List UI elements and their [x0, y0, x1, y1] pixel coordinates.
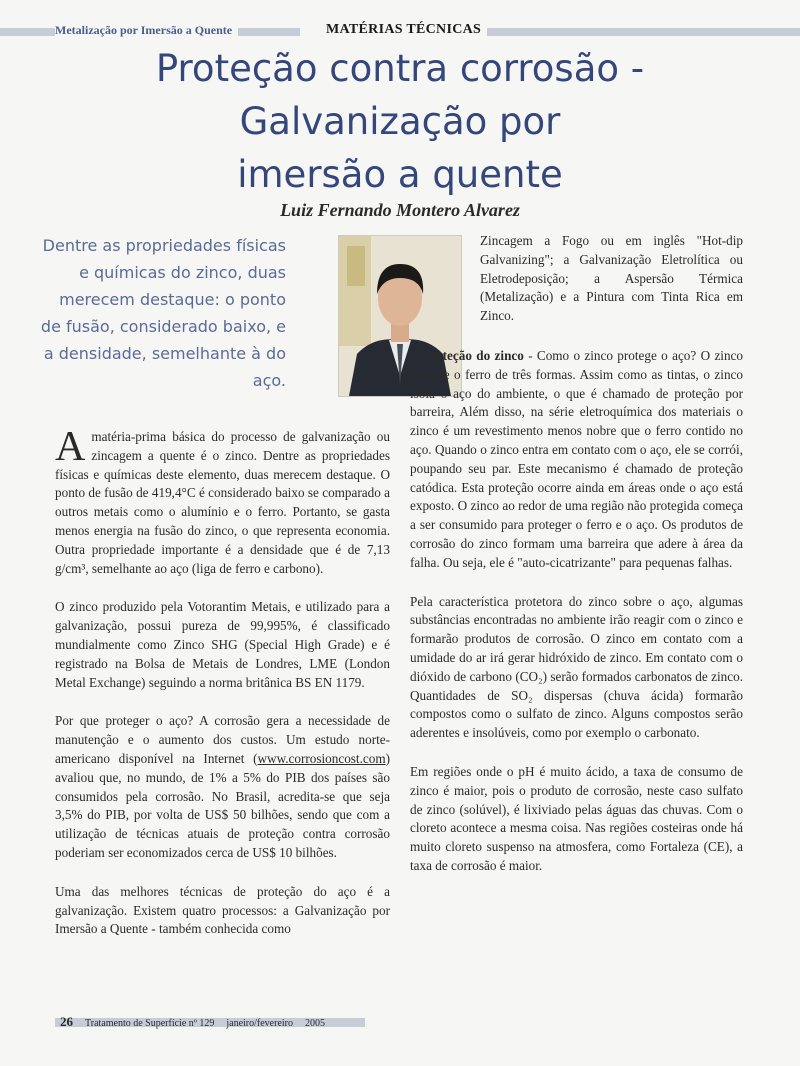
footer-text	[60, 1014, 325, 1030]
paragraph: Pela característica protetora do zinco sobre o aço, algumas substâncias encontradas no ambiente irão reagir com o zinco e formarão produtos de corrosão. O zinco em contato com a umidade do ar irá gerar hidróxido de zinco. Em contato com o dióxido de carbono (CO₂) serão formados carbonatos de zinco. Quantidades de SO₂ dispersas (chuva ácida) formarão compostos como o sulfato de zinco. Alguns compostos serão aderentes e insolúveis, como por exemplo o carbonato.	[410, 593, 743, 741]
page-number: 26	[60, 1014, 73, 1029]
paragraph: Zincagem a Fogo ou em inglês "Hot-dip Galvanizing"; a Galvanização Eletrolítica ou Eletrodeposição; a Aspersão Térmica (Metalização) e a Pintura com Tinta Rica em Zinco.	[480, 233, 743, 324]
paragraph: Em regiões onde o pH é muito ácido, a taxa de consumo de zinco é maior, pois o produto de corrosão, neste caso sulfato de zinco (solúvel), é lixiviado pelas águas das chuvas. Com o cloreto acontece a mesma coisa. Nas regiões costeiras onde há muito cloreto suspenso na atmosfera, como Fortaleza (CE), a taxa de corrosão é maior.	[410, 763, 743, 873]
header-bar	[0, 23, 800, 39]
left-column	[55, 424, 390, 959]
issue-year: 2005	[305, 1018, 326, 1029]
paragraph-text: - Como o zinco protege o aço? O zinco protege o ferro de três formas. Assim como as tintas, o zinco isola o aço do ambiente, o que é chamado de proteção por barreira, Além disso, na série eletroquímica dos materiais o zinco é um revestimento menos nobre que o ferro contido no aço. Quando o zinco entra em contato com o aço, ele se corrói, poupando seu par. Este mecanismo é chamado de proteção catódica. Esta proteção ocorre ainda em áreas onde o aço está exposto. O zinco ao redor de uma região não protegida começa a ser consumido para proteger o ferro e o aço. Os produtos de corrosão do zinco formam uma barreira que adere à área da falha. Ou seja, ele é "auto-cicatrizante" para pequenas falhas.	[410, 348, 744, 570]
paragraph	[410, 347, 743, 573]
section-title: MATÉRIAS TÉCNICAS	[320, 22, 487, 38]
right-column	[410, 347, 743, 896]
paragraph-text: ) avaliou que, no mundo, de 1% a 5% do PIB dos países são consumidos pela corrosão. No Brasil, acredita-se que seja 3,5% do PIB, por volta de US$ 50 bilhões, sendo que com a utilização de técnicas atuais de proteção contra corrosão poderiam ser economizados cerca de US$ 10 bilhões.	[55, 750, 390, 860]
section-tag: Metalização por Imersão a Quente	[55, 23, 238, 38]
paragraph: O zinco produzido pela Votorantim Metais, e utilizado para a galvanização, possui pureza de 99,995%, é classificado mundialmente como Zinco SHG (Special High Grade) e é registrado na Bolsa de Metais de Londres, LME (London Metal Exchange) seguindo a norma britânica BS EN 1179.	[55, 599, 390, 690]
article-title	[60, 42, 740, 201]
paragraph	[55, 424, 390, 578]
paragraph-text: matéria-prima básica do processo de galvanização ou zincagem a quente é o zinco. Dentre as propriedades físicas e químicas deste elemento, duas merecem destaque. O ponto de fusão de 419,4°C é considerado baixo se comparado a outros metais como o alumínio e o ferro. Portanto, se gasta menos energia na fusão do zinco, o que representa economia. Outra propriedade importante é a densidade que é de 7,13 g/cm³, semelhante ao aço (liga de ferro e carbono).	[55, 429, 390, 576]
right-column-top	[480, 232, 743, 346]
title-line-1: Proteção contra corrosão -	[155, 47, 645, 90]
publication-name: Tratamento de Superfície nº 129	[85, 1018, 215, 1029]
corrosion-cost-link[interactable]: www.corrosioncost.com	[257, 750, 386, 766]
paragraph	[55, 712, 390, 862]
header-rule-right	[480, 28, 800, 36]
article-author: Luiz Fernando Montero Alvarez	[280, 200, 520, 220]
paragraph-text: Por que proteger o aço? A corrosão gera a necessidade de manutenção e o aumento dos custos. Um estudo norte-americano disponível na Internet (	[55, 713, 390, 766]
issue-label: janeiro/fevereiro	[226, 1018, 294, 1029]
paragraph: Uma das melhores técnicas de proteção do aço é a galvanização. Existem quatro processos: a Galvanização por Imersão a Quente - também conhecida como	[55, 883, 390, 937]
title-line-2: Galvanização por	[239, 100, 561, 143]
pullquote: Dentre as propriedades físicas e químicas do zinco, duas merecem destaque: o ponto de fusão, considerado baixo, e a densidade, semelhante à do aço.	[40, 236, 286, 390]
title-line-3: imersão a quente	[237, 153, 563, 196]
page-footer	[0, 1014, 800, 1030]
drop-cap: A	[55, 424, 86, 470]
subheading: A proteção do zinco	[410, 348, 524, 363]
